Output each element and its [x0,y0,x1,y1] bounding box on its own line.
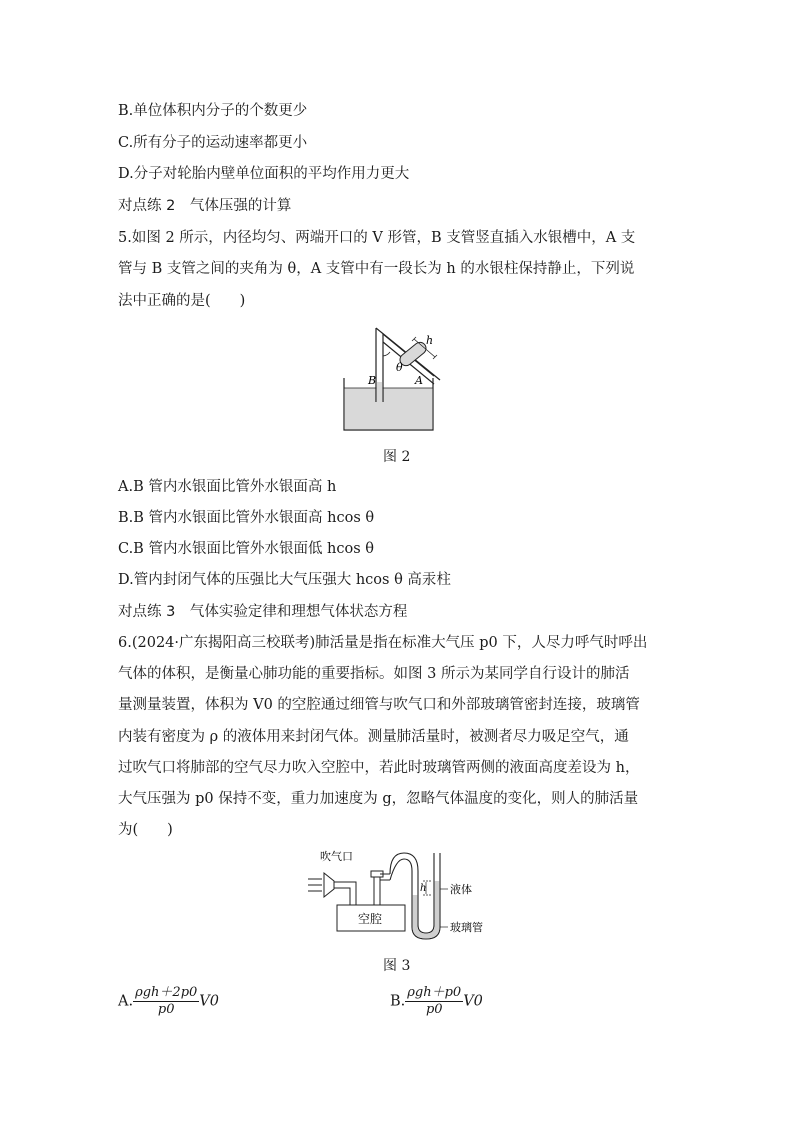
q6-stem-line-4: 内装有密度为 ρ 的液体用来封闭气体。测量肺活量时，被测者尽力吸足空气，通 [118,729,629,745]
q5-option-d: D.管内封闭气体的压强比大气压强大 hcos θ 高汞柱 [118,572,451,588]
figure-2-v-tube-diagram [330,318,470,433]
section-heading-3: 对点练 3 气体实验定律和理想气体状态方程 [118,604,408,620]
q6-option-b: B. $\frac{\text{ρgh＋p0}}{p0}$ V0 [390,985,483,1017]
label-liquid: 液体 [450,883,472,896]
label-h-fig3: h [420,883,427,894]
figure-2-caption: 图 2 [383,449,411,465]
q6-stem-line-3: 量测量装置，体积为 V0 的空腔通过细管与吹气口和外部玻璃管密封连接，玻璃管 [118,697,640,713]
label-a: A [415,374,423,387]
label-b: B [368,374,377,387]
q6-stem-line-7: 为( ) [118,822,173,838]
label-theta: θ [396,361,403,374]
q4-option-d: D.分子对轮胎内壁单位面积的平均作用力更大 [118,166,410,182]
q4-option-b: B.单位体积内分子的个数更少 [118,103,308,119]
q5-option-a: A.B 管内水银面比管外水银面高 h [118,479,337,495]
q5-stem-line-1: 5.如图 2 所示，内径均匀、两端开口的 V 形管，B 支管竖直插入水银槽中，A 支 [118,230,636,246]
label-glass-tube: 玻璃管 [450,921,483,934]
q6-option-a: A. $\frac{\text{ρgh＋2p0}}{p0}$ V0 [118,985,219,1017]
section-heading-2: 对点练 2 气体压强的计算 [118,198,292,214]
figure-3-spirometer-diagram [300,845,500,940]
mouthpiece-icon [324,873,334,897]
q5-stem-line-3: 法中正确的是( ) [118,293,246,309]
q6-stem-line-5: 过吹气口将肺部的空气尽力吹入空腔中，若此时玻璃管两侧的液面高度差设为 h， [118,760,640,776]
q5-stem-line-2: 管与 B 支管之间的夹角为 θ，A 支管中有一段长为 h 的水银柱保持静止，下列说 [118,261,635,277]
q6-stem-line-1: 6.(2024·广东揭阳高三校联考)肺活量是指在标准大气压 p0 下，人尽力呼气时呼出 [118,635,648,651]
figure-3-caption: 图 3 [383,958,411,974]
q4-option-c: C.所有分子的运动速率都更小 [118,135,308,151]
q5-option-c: C.B 管内水银面比管外水银面低 hcos θ [118,541,375,557]
label-mouthpiece: 吹气口 [320,850,353,863]
q5-option-b: B.B 管内水银面比管外水银面高 hcos θ [118,510,375,526]
q6-stem-line-2: 气体的体积，是衡量心肺功能的重要指标。如图 3 所示为某同学自行设计的肺活 [118,666,630,682]
label-h: h [426,334,434,347]
label-cavity: 空腔 [358,912,383,926]
mercury-trough [345,388,432,429]
q6-stem-line-6: 大气压强为 p0 保持不变，重力加速度为 g，忽略气体温度的变化，则人的肺活量 [118,791,639,807]
